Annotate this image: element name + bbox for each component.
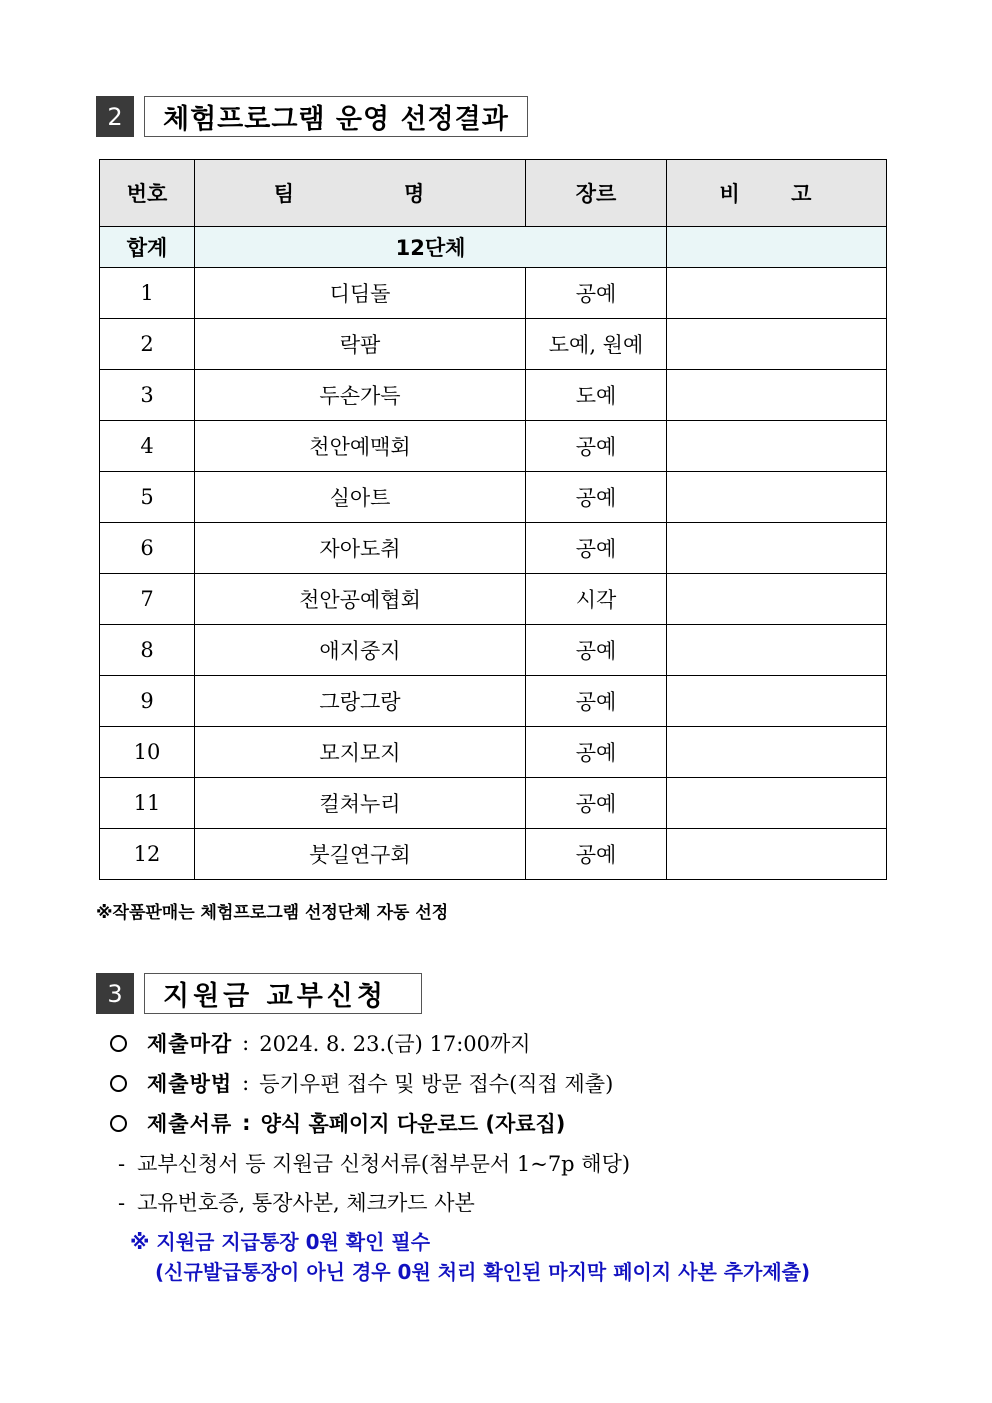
row-no: 12 — [100, 829, 195, 880]
sub-item-application-forms — [118, 1148, 630, 1178]
summary-row — [100, 227, 887, 268]
row-no: 11 — [100, 778, 195, 829]
row-team: 락팜 — [195, 319, 526, 370]
row-team: 자아도취 — [195, 523, 526, 574]
table-row — [100, 421, 887, 472]
notice-line-1: ※ 지원금 지급통장 0원 확인 필수 — [130, 1230, 431, 1254]
row-remark — [667, 829, 887, 880]
table-row — [100, 523, 887, 574]
section-number: 3 — [96, 973, 134, 1014]
item-value: 양식 홈페이지 다운로드 (자료집) — [260, 1112, 566, 1136]
header-genre: 장르 — [526, 160, 667, 227]
row-genre: 공예 — [526, 268, 667, 319]
row-genre: 공예 — [526, 778, 667, 829]
circle-bullet-icon — [110, 1035, 127, 1052]
row-team: 붓길연구회 — [195, 829, 526, 880]
circle-bullet-icon — [110, 1075, 127, 1092]
row-team: 그랑그랑 — [195, 676, 526, 727]
summary-value: 12단체 — [195, 227, 667, 268]
row-remark — [667, 472, 887, 523]
row-no: 2 — [100, 319, 195, 370]
row-remark — [667, 676, 887, 727]
item-label: 제출서류 — [147, 1112, 233, 1136]
auto-selection-note: ※작품판매는 체험프로그램 선정단체 자동 선정 — [96, 903, 449, 923]
item-label: 제출마감 — [147, 1032, 233, 1056]
dash-bullet: - — [118, 1191, 126, 1215]
row-remark — [667, 778, 887, 829]
notice-line-2: (신규발급통장이 아닌 경우 0원 처리 확인된 마지막 페이지 사본 추가제출) — [155, 1260, 811, 1284]
row-no: 8 — [100, 625, 195, 676]
deadline-item — [110, 1028, 531, 1058]
row-no: 9 — [100, 676, 195, 727]
section-title: 체험프로그램 운영 선정결과 — [144, 96, 528, 137]
row-remark — [667, 574, 887, 625]
table-row — [100, 829, 887, 880]
row-team: 애지중지 — [195, 625, 526, 676]
row-remark — [667, 727, 887, 778]
summary-label: 합계 — [100, 227, 195, 268]
selection-result-table — [99, 159, 887, 880]
row-no: 5 — [100, 472, 195, 523]
table-row — [100, 370, 887, 421]
section-title: 지원금 교부신청 — [144, 973, 422, 1014]
table-row — [100, 319, 887, 370]
row-genre: 시각 — [526, 574, 667, 625]
summary-remark — [667, 227, 887, 268]
row-genre: 도예 — [526, 370, 667, 421]
row-no: 1 — [100, 268, 195, 319]
row-genre: 공예 — [526, 625, 667, 676]
table-row — [100, 778, 887, 829]
sub-item-attachments — [118, 1187, 475, 1217]
table-row — [100, 472, 887, 523]
row-genre: 공예 — [526, 421, 667, 472]
row-remark — [667, 370, 887, 421]
row-team: 컬쳐누리 — [195, 778, 526, 829]
table-row — [100, 676, 887, 727]
section-2-header — [96, 96, 528, 137]
table-row — [100, 727, 887, 778]
row-team: 천안예맥회 — [195, 421, 526, 472]
row-no: 6 — [100, 523, 195, 574]
table-row — [100, 268, 887, 319]
section-3-header — [96, 973, 422, 1014]
row-genre: 공예 — [526, 676, 667, 727]
row-no: 4 — [100, 421, 195, 472]
row-team: 실아트 — [195, 472, 526, 523]
row-no: 3 — [100, 370, 195, 421]
row-genre: 도예, 원예 — [526, 319, 667, 370]
header-no: 번호 — [100, 160, 195, 227]
row-no: 7 — [100, 574, 195, 625]
method-item — [110, 1068, 613, 1098]
table-row — [100, 625, 887, 676]
row-remark — [667, 421, 887, 472]
row-genre: 공예 — [526, 727, 667, 778]
row-team: 두손가득 — [195, 370, 526, 421]
row-no: 10 — [100, 727, 195, 778]
row-remark — [667, 523, 887, 574]
sub-item-text: 고유번호증, 통장사본, 체크카드 사본 — [137, 1191, 475, 1215]
row-remark — [667, 268, 887, 319]
section-number: 2 — [96, 96, 134, 137]
row-genre: 공예 — [526, 472, 667, 523]
row-remark — [667, 625, 887, 676]
sub-item-text: 교부신청서 등 지원금 신청서류(첨부문서 1~7p 해당) — [137, 1152, 631, 1176]
item-label: 제출방법 — [147, 1072, 233, 1096]
row-team: 천안공예협회 — [195, 574, 526, 625]
table-row — [100, 574, 887, 625]
row-remark — [667, 319, 887, 370]
item-separator: : — [242, 1071, 250, 1095]
row-team: 모지모지 — [195, 727, 526, 778]
row-genre: 공예 — [526, 829, 667, 880]
row-team: 디딤돌 — [195, 268, 526, 319]
header-team: 팀 명 — [195, 160, 526, 227]
item-separator: : — [242, 1111, 251, 1135]
circle-bullet-icon — [110, 1115, 127, 1132]
docs-item — [110, 1108, 565, 1138]
row-genre: 공예 — [526, 523, 667, 574]
item-separator: : — [242, 1031, 250, 1055]
item-value: 등기우편 접수 및 방문 접수(직접 제출) — [259, 1072, 614, 1096]
item-value: 2024. 8. 23.(금) 17:00까지 — [259, 1032, 531, 1056]
dash-bullet: - — [118, 1152, 126, 1176]
table-header-row — [100, 160, 887, 227]
header-remark: 비 고 — [667, 160, 887, 227]
